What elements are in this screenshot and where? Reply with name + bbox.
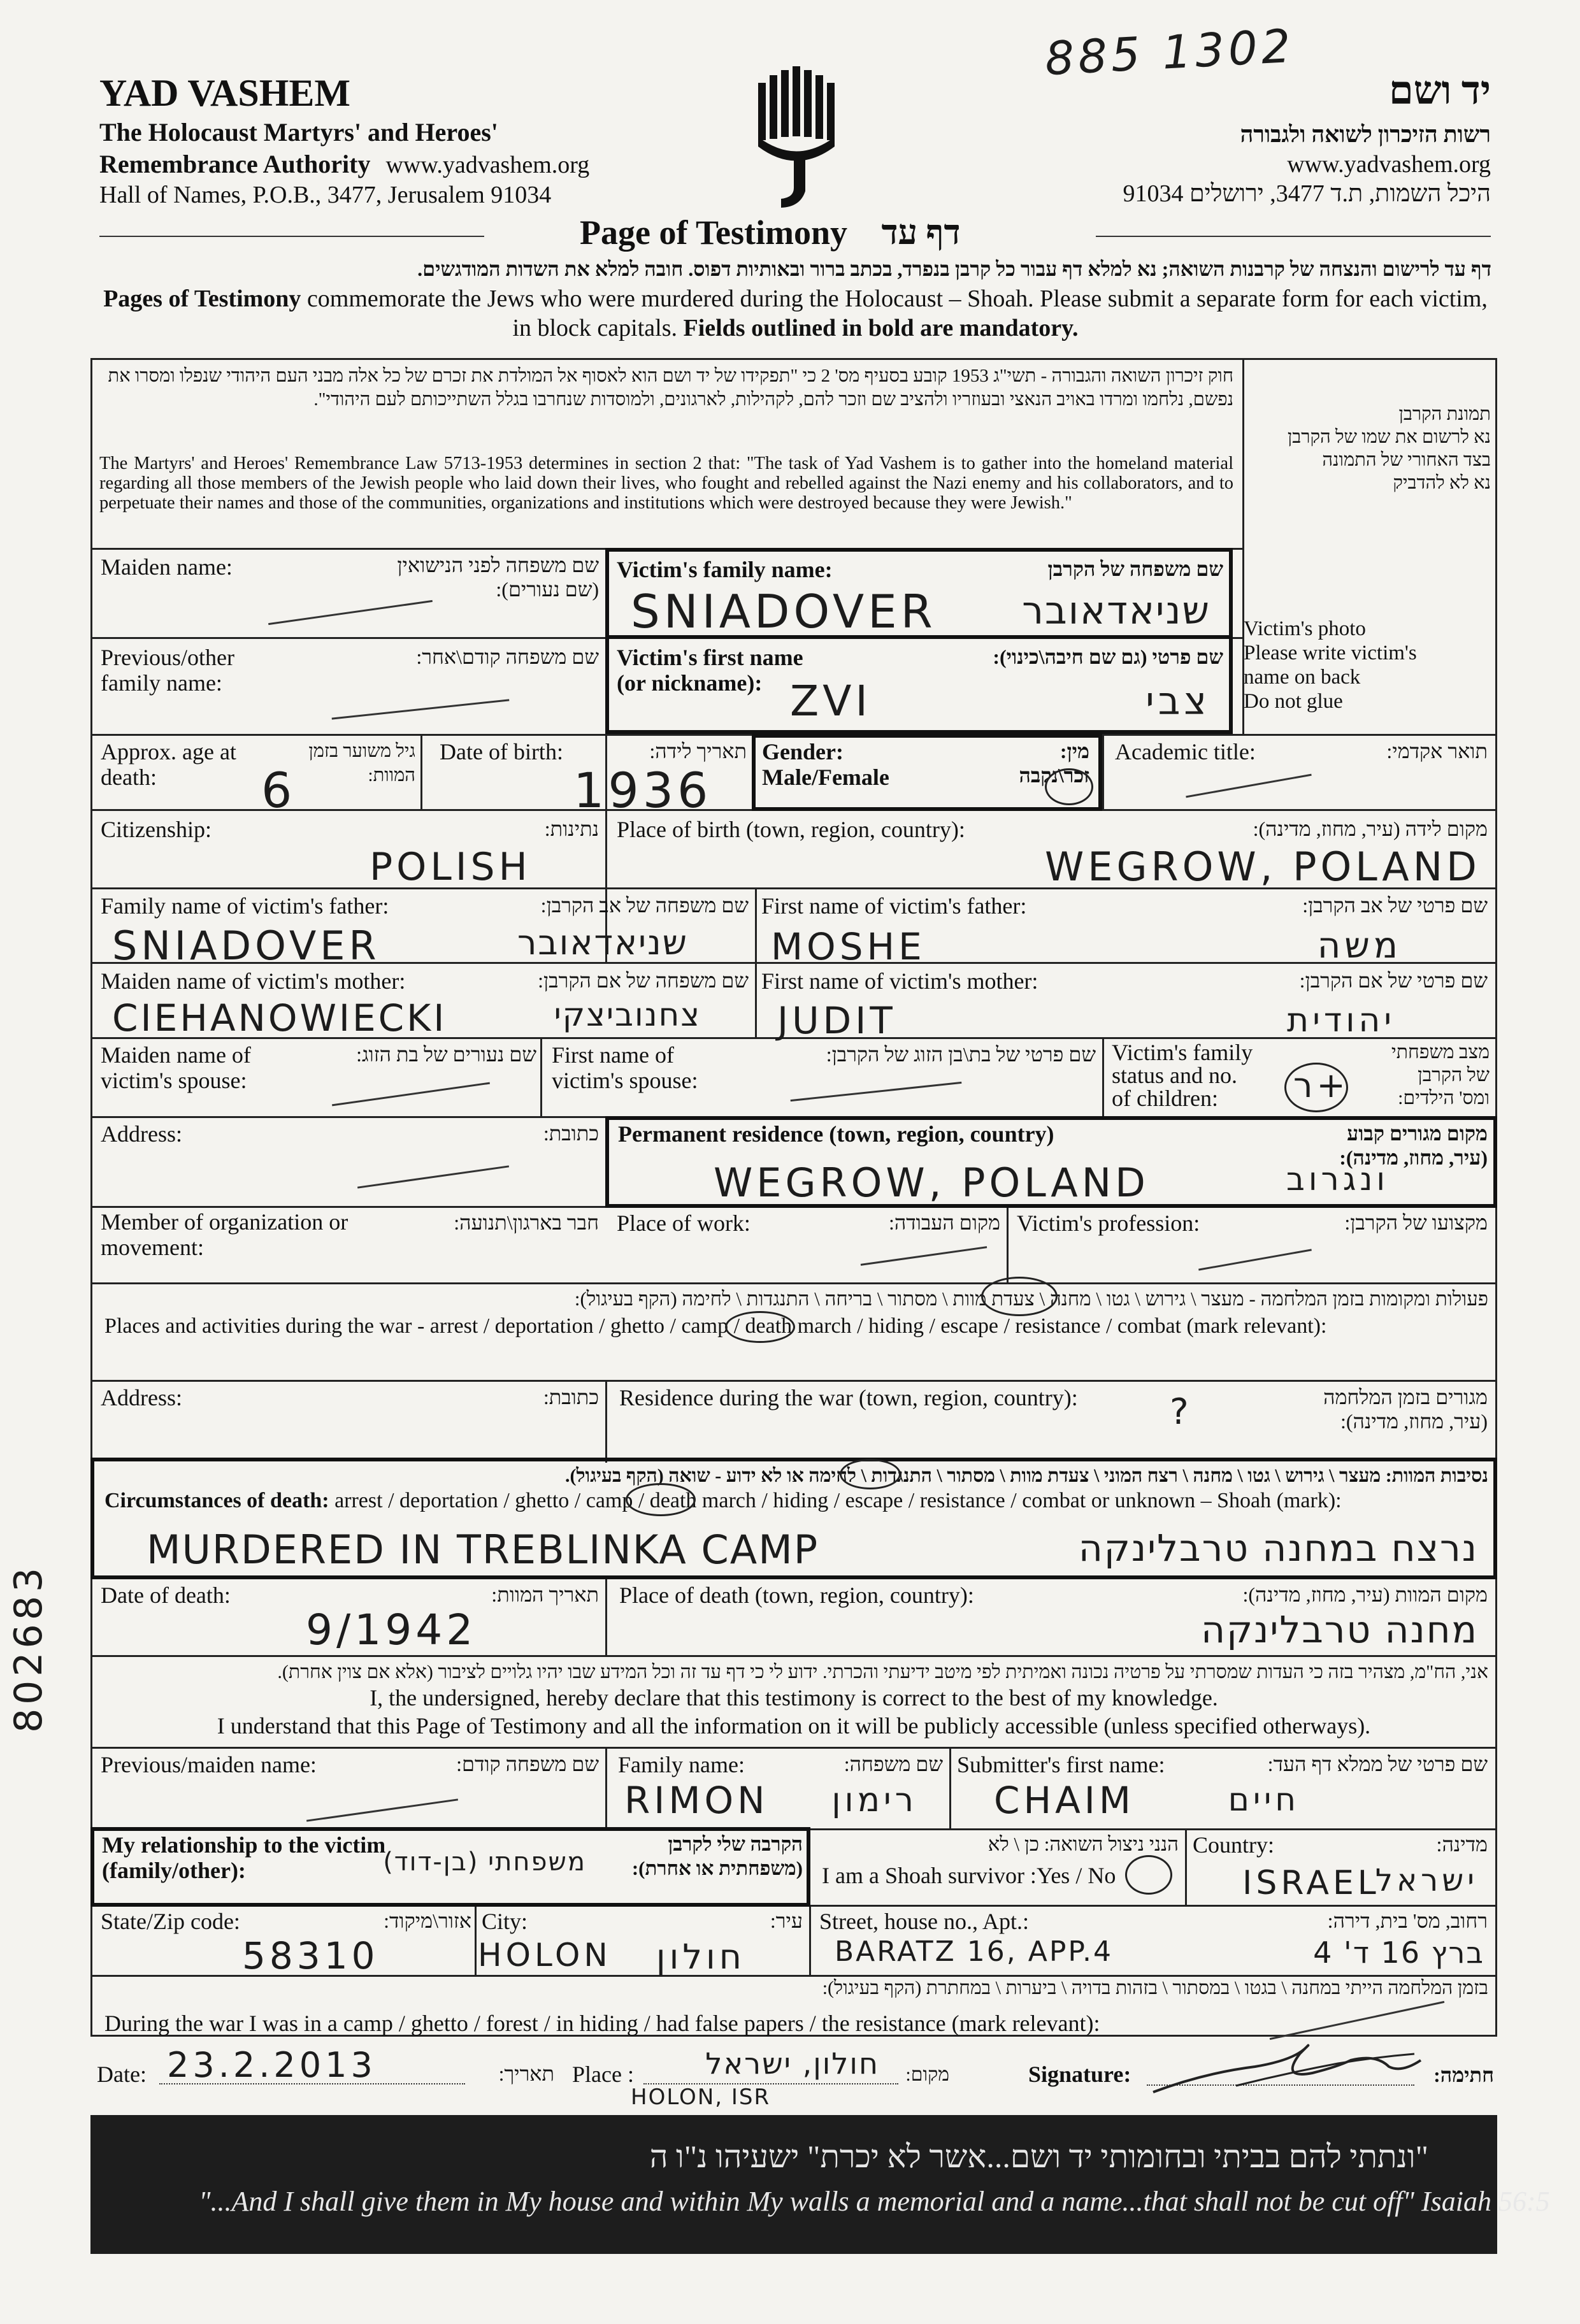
gender-male-mark[interactable] bbox=[1045, 768, 1093, 805]
age-at-death-label-he: גיל משוער בזמן המוות: bbox=[308, 741, 415, 785]
he-website: www.yadvashem.org bbox=[1287, 151, 1491, 178]
intro-en-mandatory: Fields outlined in bold are mandatory. bbox=[683, 315, 1079, 341]
intro-en-bold: Pages of Testimony bbox=[103, 285, 301, 312]
submitter-prev-name-label: Previous/maiden name: bbox=[101, 1752, 317, 1777]
col-line bbox=[605, 1380, 607, 1463]
place-of-work-label: Place of work: bbox=[617, 1210, 750, 1236]
place-of-birth-label: Place of birth (town, region, country): bbox=[617, 817, 965, 842]
war-residence-label-he: מגורים בזמן המלחמה (עיר, מחוז, מדינה): bbox=[1323, 1386, 1488, 1433]
organization-label: Member of organization or movement: bbox=[101, 1209, 348, 1260]
side-reference-number: 802683 bbox=[6, 1563, 51, 1733]
title-rule-left bbox=[99, 236, 484, 237]
war-address-label-he: כתובת: bbox=[543, 1386, 599, 1409]
relationship-label: My relationship to the victim (family/other): bbox=[102, 1832, 386, 1883]
circumstances-label-bold: Circumstances of death: bbox=[104, 1489, 329, 1512]
place-value-he[interactable]: חולון, ישראל bbox=[705, 2046, 879, 2081]
place-of-birth-value[interactable]: WEGROW, POLAND bbox=[1045, 843, 1481, 890]
street-value[interactable]: BARATZ 16, APP.4 bbox=[835, 1935, 1114, 1968]
org-line2-row bbox=[99, 149, 589, 179]
org-website: www.yadvashem.org bbox=[385, 152, 590, 178]
col-line bbox=[420, 734, 422, 809]
place-label: Place : bbox=[572, 2062, 634, 2087]
gender-label: Gender: Male/Female bbox=[762, 739, 889, 790]
gender-label-he: מין: זכר\נקבה bbox=[1019, 740, 1089, 787]
street-label: Street, house no., Apt.: bbox=[819, 1909, 1029, 1934]
family-status-label-he: מצב משפחתי של הקרבן ומס' הילדים: bbox=[1391, 1042, 1490, 1108]
declaration-en2: I understand that this Page of Testimony and all the information on it will be publicly accessible (unless specified otherways). bbox=[217, 1713, 1371, 1739]
academic-title-label-he: תואר אקדמי: bbox=[1386, 740, 1488, 763]
war-residence-label: Residence during the war (town, region, country): bbox=[619, 1385, 1078, 1410]
war-address-label: Address: bbox=[101, 1385, 182, 1410]
handwritten-reference-number: 885 1302 bbox=[1044, 18, 1296, 86]
zip-label-he: אזור\מיקוד: bbox=[384, 1909, 471, 1932]
father-first-name-label-he: שם פרטי של אב הקרבן: bbox=[1302, 894, 1488, 917]
submitter-family-name-label: Family name: bbox=[618, 1752, 745, 1777]
permanent-residence-label: Permanent residence (town, region, country) bbox=[618, 1121, 1054, 1147]
street-value-he[interactable]: ברץ 16 ד' 4 bbox=[1313, 1935, 1484, 1970]
footer-banner bbox=[90, 2115, 1550, 2254]
age-at-death-value[interactable]: 6 bbox=[261, 762, 296, 819]
org-line2: Remembrance Authority bbox=[99, 150, 371, 178]
submitter-first-name-label-he: שם פרטי של ממלא דף העד: bbox=[1267, 1753, 1488, 1775]
col-line bbox=[605, 1747, 607, 1828]
place-of-death-label-he: מקום המוות (עיר, מחוז, מדינה): bbox=[1242, 1583, 1488, 1606]
family-status-value[interactable]: ר+ bbox=[1293, 1065, 1349, 1105]
submitter-family-name-label-he: שם משפחה: bbox=[844, 1753, 943, 1775]
zip-label: State/Zip code: bbox=[101, 1909, 240, 1934]
submitter-prev-name-label-he: שם משפחה קודם: bbox=[456, 1753, 599, 1775]
war-places-camp-mark[interactable] bbox=[725, 1311, 795, 1343]
intro-en-rest: commemorate the Jews who were murdered during the Holocaust – Shoah. Please submit a separate form for each victim, in block capitals. bbox=[301, 285, 1488, 341]
date-label-he: תאריך: bbox=[498, 2062, 554, 2085]
page-title-he: דף עד bbox=[881, 213, 961, 252]
photo-instructions-he: תמונת הקרבן נא לרשום את שמו של הקרבן בצד האחורי של התמונה נא לא להדביק bbox=[1287, 404, 1491, 493]
academic-title-label: Academic title: bbox=[1115, 739, 1256, 764]
place-value[interactable]: HOLON, ISR bbox=[631, 2084, 771, 2110]
victim-first-name-label-he: שם פרטי (גם שם חיבה\כינוי): bbox=[993, 645, 1223, 668]
mother-maiden-name-label-he: שם משפחה של אם הקרבן: bbox=[538, 969, 749, 992]
org-name: YAD VASHEM bbox=[99, 72, 351, 114]
address-label: Address: bbox=[101, 1121, 182, 1147]
yad-vashem-menorah-logo bbox=[756, 64, 845, 210]
col-line bbox=[1102, 734, 1104, 809]
declaration-he: אני, הח"מ, מצהיר בזה כי העדות שמסרתי על פרטיה נכונה ואמיתית לפי מיטב ידיעתי והכרתי. ידוע לי כי דף עד זה וכל המידע שבו יהיו גלויים לציבור (אלא אם צוין אחרת). bbox=[277, 1661, 1488, 1682]
victim-family-name-value-he[interactable]: שניאדאובר bbox=[1022, 589, 1210, 633]
victim-family-name-value[interactable]: SNIADOVER bbox=[631, 585, 937, 638]
he-org-line1: רשות הזיכרון לשואה ולגבורה bbox=[1240, 122, 1491, 147]
war-status-label-he: בזמן המלחמה הייתי במחנה \ בגטו \ במסתור \ בזהות בדויה \ ביערות \ במחתרת (הקף בעיגול): bbox=[822, 1977, 1488, 1998]
permanent-residence-value-he[interactable]: ונגרוב bbox=[1286, 1161, 1389, 1198]
title-rule-right bbox=[1096, 236, 1491, 237]
page-title bbox=[580, 213, 961, 252]
col-line bbox=[1185, 1828, 1187, 1905]
maiden-name-label: Maiden name: bbox=[101, 554, 233, 580]
place-of-birth-label-he: מקום לידה (עיר, מחוז, מדינה): bbox=[1253, 817, 1488, 840]
maiden-name-label-he: שם משפחה לפני הנישואין (שם נעורים): bbox=[397, 554, 599, 601]
col-line bbox=[949, 1747, 951, 1828]
permanent-residence-label-he: מקום מגורים קבוע (עיר, מחוז, מדינה): bbox=[1339, 1122, 1488, 1169]
family-status-label: Victim's family status and no. of children: bbox=[1112, 1040, 1253, 1111]
victim-first-name-value-he[interactable]: צבי bbox=[1146, 679, 1210, 724]
circumstances-label-rest: arrest / deportation / ghetto / camp / death march / hiding / escape / resistance / combat or unknown – Shoah (mark): bbox=[329, 1489, 1342, 1512]
row-line bbox=[90, 1380, 1497, 1382]
age-at-death-label: Approx. age at death: bbox=[101, 739, 236, 790]
declaration-en1: I, the undersigned, hereby declare that this testimony is correct to the best of my knowledge. bbox=[370, 1685, 1218, 1711]
circumstances-label-he: נסיבות המוות: מעצר \ גירוש \ גטו \ מחנה \ רצח המוני \ צעדת מוות \ מסתור \ התנגדות \ לחימה או לא ידוע - שואה (הקף בעיגול). bbox=[565, 1465, 1488, 1486]
profession-label-he: מקצועו של הקרבן: bbox=[1344, 1211, 1488, 1234]
place-of-death-label: Place of death (town, region, country): bbox=[619, 1582, 974, 1608]
submitter-first-name-value-he[interactable]: חיים bbox=[1228, 1781, 1300, 1818]
survivor-no-mark[interactable] bbox=[1125, 1855, 1172, 1895]
col-line bbox=[540, 1037, 542, 1116]
date-of-death-label-he: תאריך המוות: bbox=[491, 1583, 599, 1606]
intro-he: דף עד לרישום והנצחה של קרבנות השואה; נא למלא דף עבור כל קרבן בנפרד, בכתב ברור ובאותיות דפוס. חובה למלא את השדות המודגשים. bbox=[417, 257, 1491, 280]
row-line bbox=[90, 1655, 1497, 1657]
footer-quote-he: "ונתתי להם בביתי ובחומותי יד ושם...אשר לא יכרת" ישעיהו נ"ו ה bbox=[649, 2139, 1428, 2174]
spouse-first-name-label-he: שם פרטי של בת\בן הזוג של הקרבן: bbox=[826, 1043, 1096, 1066]
address-label-he: כתובת: bbox=[543, 1122, 599, 1145]
country-label-he: מדינה: bbox=[1436, 1833, 1488, 1856]
citizenship-value[interactable]: POLISH bbox=[370, 845, 531, 889]
place-label-he: מקום: bbox=[905, 2064, 949, 2085]
spouse-maiden-name-label-he: שם נעורים של בת הזוג: bbox=[356, 1043, 536, 1066]
signature-label: Signature: bbox=[1028, 2062, 1131, 2087]
victim-first-name-label: Victim's first name (or nickname): bbox=[617, 645, 803, 696]
mother-first-name-value-he[interactable]: יהודית bbox=[1287, 1001, 1395, 1040]
city-value-he[interactable]: חולון bbox=[656, 1937, 745, 1977]
place-of-work-label-he: מקום העבודה: bbox=[888, 1211, 1000, 1234]
spouse-first-name-label: First name of victim's spouse: bbox=[552, 1042, 698, 1093]
relationship-label-he: הקרבה שלי לקרבן (משפחתית או אחרת): bbox=[631, 1833, 803, 1879]
spouse-maiden-name-label: Maiden name of victim's spouse: bbox=[101, 1042, 251, 1093]
date-of-death-label: Date of death: bbox=[101, 1582, 231, 1608]
circumstances-value-he[interactable]: נרצח במחנה טרבלינקה bbox=[1078, 1526, 1478, 1570]
circumstances-camp-mark-he[interactable] bbox=[840, 1459, 901, 1489]
father-first-name-value-he[interactable]: משה bbox=[1317, 925, 1402, 966]
father-family-name-label-he: שם משפחה של אב הקרבן: bbox=[540, 894, 749, 917]
submitter-family-name-value-he[interactable]: רימון bbox=[831, 1781, 917, 1819]
submitter-first-name-value[interactable]: CHAIM bbox=[994, 1779, 1135, 1822]
father-first-name-label: First name of victim's father: bbox=[761, 893, 1027, 919]
page-title-en: Page of Testimony bbox=[580, 213, 848, 252]
circumstances-value[interactable]: MURDERED IN TREBLINKA CAMP bbox=[147, 1526, 819, 1573]
law-text-he: חוק זיכרון השואה והגבורה - תשי"ג 1953 קובע בסעיף מס' 2 כי "תפקידו של יד ושם הוא לאסוף אל המולדת את זכרם של כל אלה מבני העם היהודי שנפלו ומסרו את נפשם, נלחמו ומרדו באויב הנאצי ובעוזריו ולהציב שם וזכר להם, לקהילות, לארגונים, ולמוסדות שנחרבו בגלל השתייכותם לעם היהודי". bbox=[108, 366, 1233, 410]
row-line bbox=[90, 1747, 1497, 1749]
victim-family-name-label: Victim's family name: bbox=[617, 557, 833, 582]
date-of-birth-label-he: תאריך לידה: bbox=[649, 740, 747, 763]
col-line bbox=[809, 1905, 811, 1975]
survivor-label-en: I am a Shoah survivor :Yes / No bbox=[822, 1863, 1116, 1888]
mother-first-name-value[interactable]: JUDIT bbox=[777, 999, 896, 1042]
city-label-he: עיר: bbox=[770, 1909, 803, 1932]
circumstances-label-en bbox=[104, 1488, 1342, 1514]
circumstances-camp-mark[interactable] bbox=[626, 1483, 696, 1516]
law-text-en: The Martyrs' and Heroes' Remembrance Law 5713-1953 determines in section 2 that: "The task of Yad Vashem is to gather into the homeland material regarding all those members of the Jewish people who laid down their lives, who fought and rebelled against the Nazi enemy and his collaborators, and to perpetuate their names and those of the communities, organizations and institutions which were destroyed because they were Jewish." bbox=[99, 454, 1233, 513]
submitter-first-name-label: Submitter's first name: bbox=[957, 1752, 1165, 1777]
date-value[interactable]: 23.2.2013 bbox=[167, 2045, 377, 2085]
org-line1: The Holocaust Martyrs' and Heroes' bbox=[99, 118, 498, 147]
country-value-he[interactable]: ישראל bbox=[1375, 1863, 1478, 1898]
org-address: Hall of Names, P.O.B., 3477, Jerusalem 91034 bbox=[99, 182, 552, 208]
war-places-label-en: Places and activities during the war - arrest / deportation / ghetto / camp / death march / hiding / escape / resistance / combat (mark relevant): bbox=[104, 1314, 1327, 1338]
submitter-family-name-value[interactable]: RIMON bbox=[624, 1779, 769, 1822]
date-of-birth-value[interactable]: 1936 bbox=[573, 762, 712, 819]
zip-value[interactable]: 58310 bbox=[242, 1934, 379, 1977]
father-family-name-value-he[interactable]: שניאדאובר bbox=[517, 922, 688, 963]
mother-maiden-name-value[interactable]: CIEHANOWIECKI bbox=[112, 996, 447, 1040]
war-residence-value[interactable]: ? bbox=[1170, 1391, 1193, 1433]
place-of-death-value-he[interactable]: מחנה טרבלינקה bbox=[1201, 1608, 1478, 1651]
date-of-birth-label: Date of birth: bbox=[440, 739, 563, 764]
father-family-name-value[interactable]: SNIADOVER bbox=[112, 922, 380, 969]
city-label: City: bbox=[482, 1909, 528, 1934]
country-value[interactable]: ISRAEL bbox=[1242, 1864, 1380, 1902]
victim-first-name-value[interactable]: ZVI bbox=[790, 677, 872, 726]
country-label: Country: bbox=[1193, 1832, 1275, 1858]
mother-first-name-label: First name of victim's mother: bbox=[761, 968, 1038, 994]
col-line bbox=[605, 1577, 607, 1655]
citizenship-label: Citizenship: bbox=[101, 817, 212, 842]
footer-quote-en: "...And I shall give them in My house and within My walls a memorial and a name...that shall not be cut off" Isaiah 56:5 bbox=[199, 2186, 1550, 2217]
war-places-label-he: פעולות ומקומות בזמן המלחמה - מעצר \ גירוש \ גטו \ מחנה \ צעדת מוות \ מסתור \ בריחה \ התנגדות \ לחימה (הקף בעיגול): bbox=[574, 1288, 1488, 1310]
survivor-label-he: הנני ניצול השואה: כן \ לא bbox=[988, 1833, 1179, 1855]
mother-first-name-label-he: שם פרטי של אם הקרבן: bbox=[1299, 969, 1488, 992]
photo-instructions-en: Victim's photo Please write victim's name on back Do not glue bbox=[1244, 617, 1417, 713]
col-line bbox=[755, 887, 757, 1037]
war-status-label-en: During the war I was in a camp / ghetto / forest / in hiding / had false papers / the resistance (mark relevant): bbox=[104, 2011, 1100, 2036]
he-address: היכל השמות, ת.ד 3477, ירושלים 91034 bbox=[1123, 180, 1491, 207]
signature-label-he: חתימה: bbox=[1433, 2063, 1494, 2086]
father-first-name-value[interactable]: MOSHE bbox=[771, 925, 926, 968]
mother-maiden-name-label: Maiden name of victim's mother: bbox=[101, 968, 406, 994]
street-label-he: רחוב, מס' בית, דירה: bbox=[1327, 1909, 1488, 1932]
mother-maiden-name-value-he[interactable]: צחנוביצקי bbox=[554, 996, 701, 1033]
previous-family-name-label: Previous/other family name: bbox=[101, 645, 234, 696]
profession-label: Victim's profession: bbox=[1017, 1210, 1200, 1236]
signature-scribble[interactable] bbox=[1147, 2028, 1427, 2105]
col-line bbox=[475, 1905, 477, 1975]
permanent-residence-value[interactable]: WEGROW, POLAND bbox=[714, 1159, 1149, 1206]
date-of-death-value[interactable]: 9/1942 bbox=[306, 1605, 477, 1654]
organization-label-he: חבר בארגון\תנועה: bbox=[454, 1211, 599, 1234]
city-value[interactable]: HOLON bbox=[478, 1937, 612, 1974]
previous-family-name-label-he: שם משפחה קודם\אחר: bbox=[416, 645, 599, 668]
date-label: Date: bbox=[97, 2062, 147, 2087]
father-family-name-label: Family name of victim's father: bbox=[101, 893, 389, 919]
war-places-camp-mark-he[interactable] bbox=[981, 1277, 1058, 1316]
relationship-value-he[interactable]: משפחתי (בן-דוד) bbox=[383, 1847, 586, 1877]
he-org-name: יד ושם bbox=[1388, 69, 1491, 113]
citizenship-label-he: נתינות: bbox=[544, 817, 599, 840]
row-line bbox=[90, 1282, 1497, 1284]
col-line bbox=[1102, 1037, 1104, 1116]
victim-family-name-label-he: שם משפחה של הקרבן bbox=[1047, 557, 1223, 580]
col-line bbox=[1007, 1206, 1009, 1282]
intro-en bbox=[99, 284, 1491, 343]
